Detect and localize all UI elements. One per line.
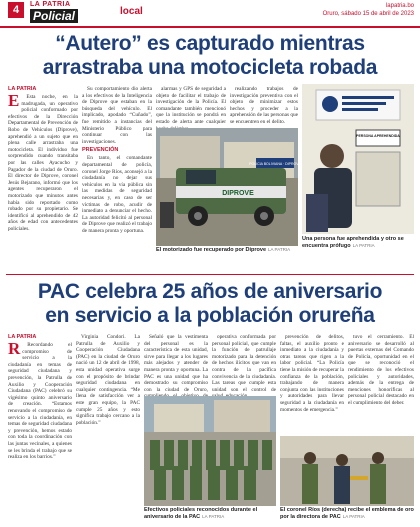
drop-cap: E: [8, 91, 20, 110]
brand-section: Policial: [30, 9, 78, 23]
story2-photo4-caption: [280, 507, 414, 520]
story2-col4-text: operativa conformada por personal policial, que cumple la función de patrullaje motorizado para la detención de hechos ilícitos que van en contra de la pacífica convivencia de la ciudadanía. Las tareas que cumple esta unidad son el control de: [212, 334, 276, 393]
story2-headline-line2: en servicio a la población orureña: [45, 304, 375, 327]
story1-photo2-caption: [302, 236, 414, 249]
story1-headline-line2: arrastraba una motocicleta robada: [42, 56, 378, 79]
story2-kicker: LA PATRIA: [8, 334, 37, 340]
section-divider: [6, 274, 414, 275]
issue-date: Oruro, sábado 15 de abril de 2023: [322, 11, 414, 17]
story2-photo-formation: [144, 396, 276, 506]
story2-headline-line1: PAC celebra 25 años de aniversario: [37, 280, 383, 303]
story2-col3-text: Señaló que la vestimenta del personal es la característica de esta unidad, sirve para llegar a los lugares más alejados y atender de manera pronta y oportuna. La PAC es una unidad que ha demostrado su compromiso con la ciudad de Oruro,: [144, 334, 208, 393]
story1-col4-text: realizando trabajos de investigación preventiva con el objeto de minimizar estos hechos y proceder a la aprehensión de las personas que se encuentren en el delito.: [230, 86, 298, 125]
story2-col1-text: Recordando el compromiso de servicio a la ciudadanía en temas de seguridad ciudadana y prevención, la Patrulla de Auxilio y Cooperación Ciudadana (PAC) celebró su vigésimo quinto aniversario de creación. “Estamos renovando el compromiso de servicio a la ciudadanía, en temas de seguridad ciudadana y prevención, hemos estado con toda la coordinación con las juntas vecinales, a quienes se les brinda el trabajo que se realiza en los barrios.”: [8, 342, 72, 461]
story2-column-6: [348, 334, 414, 434]
site-url: lapatria.bo: [385, 3, 414, 9]
vehicle-decal: DIPROVE: [222, 190, 254, 197]
photo-credit: LA PATRIA: [268, 247, 291, 252]
photo-credit: LA PATRIA: [342, 513, 365, 519]
story1-photo1-caption: [156, 247, 298, 254]
story1-column-1: [8, 91, 78, 270]
caption-text: El motorizado fue recuperado por Diprove: [156, 247, 267, 253]
dateline: [323, 2, 414, 18]
photo-credit: LA PATRIA: [202, 513, 225, 519]
story2-column-1: [8, 339, 72, 524]
story2-col2-text: Virginia Condori. La Patrulla de Auxilio y Cooperación Ciudadana (PAC) en la ciudad de Oruro nació un 12 de abril de 1998, esta unidad operativa surge con el propósito de brindar seguridad ciudadana en cualquier contingencia. “Me llena de satisfacción ver a este gran equipo, la PAC cumple 25 años y esto significa trabajo cercano a la población.”: [76, 334, 140, 426]
drop-cap: R: [8, 339, 21, 358]
page-number: 4: [8, 2, 24, 18]
story1-col2b-text: En tanto, el comandante departamental de policía, coronel Jorge Ríos, aconsejó a la ciudadanía no dejar sus vehículos en la vía pública sin las medidas de seguridad necesarias y, en caso de ser víctimas de robo, acudir de inmediato a denunciar el hecho. La autoridad felicitó al personal de Diprove que realizó el trabajo de manera pronta y oportuna.: [82, 155, 152, 234]
story2-column-3: [144, 334, 208, 392]
story1-col2-text: Su comportamiento dio alerta a los efectivos de la Inteligencia de Diprove que estaban en la búsqueda del vehículo. El implicado, apodado “Cuñado”, fue remitido a instancias del Ministerio Público para continuar con las investigaciones.: [82, 86, 152, 145]
story1-col1-text: Esta noche, en la madrugada, un operativo policial conformado por efectivos de la Dirección Departamental de Prevención de Robo de Vehículos (Diprove), aprehendió a un sujeto que en plena calle arrastraba una motocicleta. El individuo fue sorprendido cuando transitaba por las calles Ayacucho y Pagador de la ciudad de Oruro. El director de Diprove, coronel Jesús Bejarano, informó que los agentes recuperaron el motorizado que minutos antes había sido reportado como robado por su propietario. Se identificó al aprehendido de 42 años de edad con antecedentes policiales.: [8, 94, 78, 232]
story2-col5-text: prevención de delitos, faltas, el auxilio pronto e inmediato a la ciudadanía y otras tareas que rigen a la labor policial. “La Policía tiene la misión de recuperar la confianza de la población, trabajando de manera conjunta con las instituciones y autoridades para llevar seguridad a la ciudadanía en momentos de emergencia.”: [280, 334, 344, 413]
story1-col3-text: alarmas y GPS de seguridad a objeto de facilitar el trabajo de investigación de la Policía. El comandante también mencionó que la institución se pondrá en estado de alerta ante cualquier: [156, 86, 226, 125]
newspaper-logo: [30, 1, 78, 23]
photo-credit: LA PATRIA: [352, 242, 375, 248]
brand-top: LA PATRIA: [30, 1, 71, 8]
story2-photo3-caption: [144, 507, 278, 520]
formation-scene-illustration: [144, 396, 276, 506]
section-label: local: [120, 6, 143, 17]
story2-headline: [0, 280, 420, 328]
caption-text: Una persona fue aprehendida y otro se encuentra prófugo: [302, 236, 404, 249]
story2-column-4: [212, 334, 276, 392]
story1-column-2: [82, 86, 152, 270]
page-header: [0, 0, 420, 28]
caption-text: Efectivos policiales reconocidos durante el aniversario de la PAC: [144, 507, 258, 520]
story1-photo-vehicle: [156, 128, 301, 246]
story1-kicker: LA PATRIA: [8, 86, 37, 92]
story1-photo-detainee: [302, 84, 414, 234]
vehicle-scene-illustration: [156, 128, 301, 246]
ceremony-scene-illustration: [280, 436, 414, 506]
story2-column-2: [76, 334, 140, 524]
story2-column-5: [280, 334, 344, 434]
detainee-scene-illustration: [302, 84, 414, 234]
caption-text: El coronel Ríos (derecha) recibe el emblema de oro por la directora de PAC: [280, 507, 414, 520]
story1-headline: [0, 32, 420, 80]
story1-column-3: [156, 86, 226, 126]
story1-column-4: [230, 86, 298, 126]
story1-headline-line1: “Autero” es capturado mientras: [55, 32, 365, 55]
detainee-sign: PERSONA APREHENDIDA: [356, 134, 400, 138]
story2-col6-text: tuvo el cerramiento. El aniversario se desarrolló al puertas externas del Comando de Policía, oportunidad en el que se reconoció el rendimiento de los efectivos policiales y autoridades, además de la entrega de menciones honoríficas al personal policial destacado en el cumplimiento del deber.: [348, 334, 414, 406]
story2-photo-ceremony: [280, 436, 414, 506]
story1-subhead: PREVENCIÓN: [82, 147, 119, 154]
unit-banner: POLICIA BOLIVIANA · DIPROVE: [249, 162, 301, 166]
